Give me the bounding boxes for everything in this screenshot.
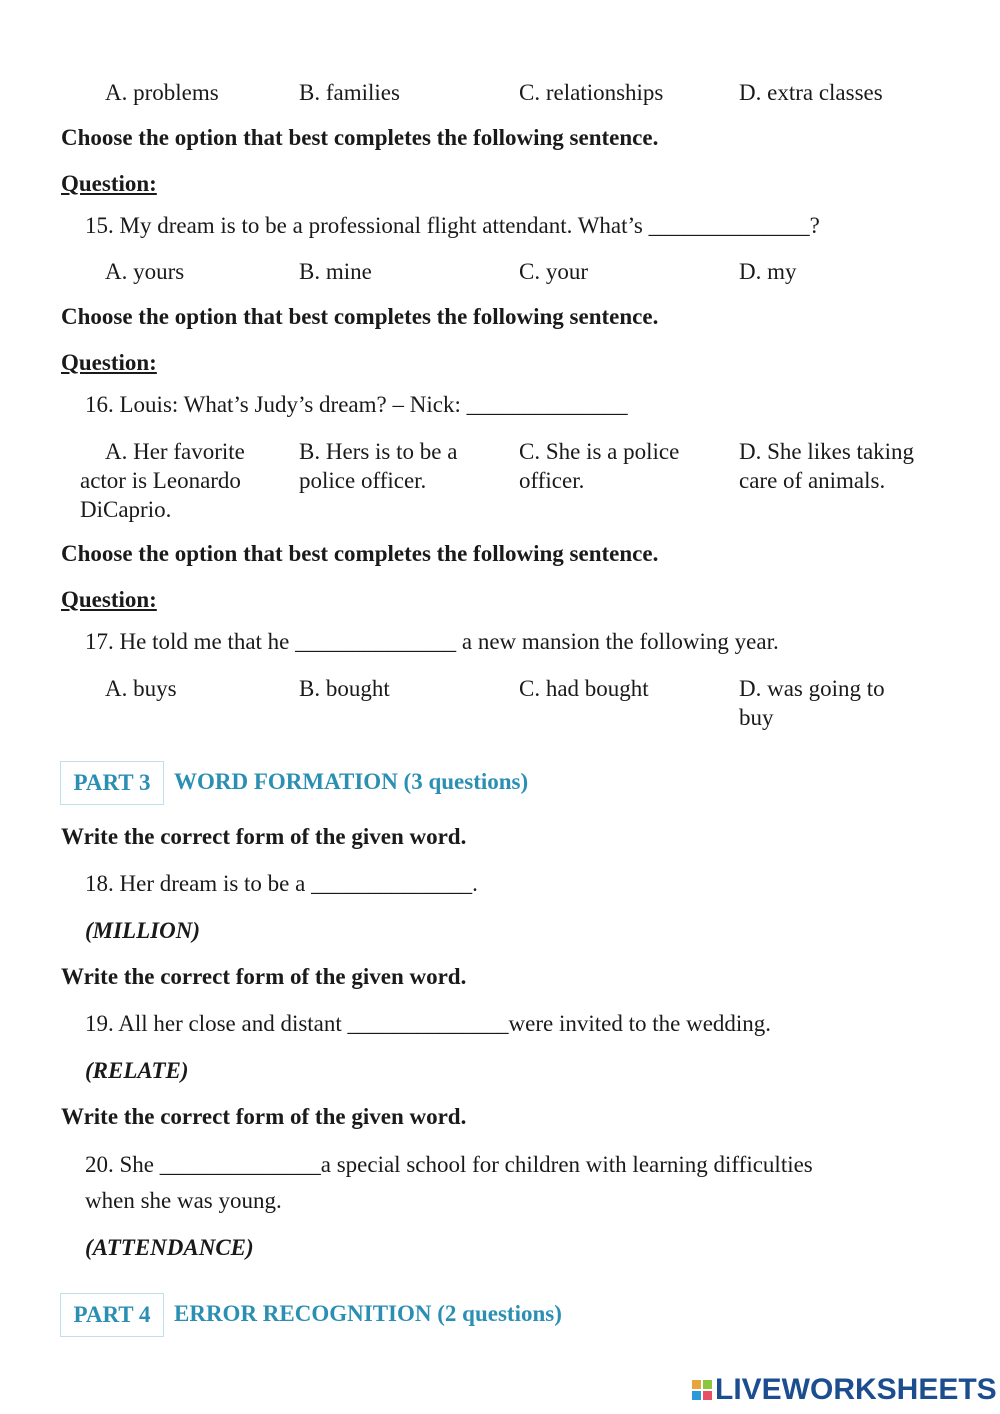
q17-option-b[interactable]: B. bought: [299, 676, 390, 701]
q18-instruction: Write the correct form of the given word.: [61, 824, 467, 849]
q17-question-text: 17. He told me that he ______________ a new mansion the following year.: [85, 629, 779, 654]
q20-question-text-line1: 20. She ______________a special school for children with learning difficulties: [85, 1152, 813, 1177]
q17-option-a[interactable]: A. buys: [105, 676, 177, 701]
q15-instruction: Choose the option that best completes the following sentence.: [61, 125, 659, 150]
liveworksheets-logo: [692, 1374, 997, 1406]
part4-title: ERROR RECOGNITION (2 questions): [174, 1301, 562, 1326]
part4-tag: PART 4: [60, 1293, 164, 1337]
q20-question-text-line2: when she was young.: [85, 1188, 282, 1213]
q16-option-b[interactable]: B. Hers is to be a police officer.: [299, 439, 458, 493]
q14-option-c[interactable]: C. relationships: [519, 80, 664, 105]
q17-instruction: Choose the option that best completes the following sentence.: [61, 541, 659, 566]
q14-option-a[interactable]: A. problems: [105, 80, 219, 105]
q15-label: Question:: [61, 171, 157, 196]
q19-hint: (RELATE): [85, 1058, 189, 1083]
q20-hint: (ATTENDANCE): [85, 1235, 254, 1260]
q19-question-text: 19. All her close and distant ______________were invited to the wedding.: [85, 1011, 772, 1036]
logo-text: LIVEWORKSHEETS: [715, 1373, 997, 1406]
q15-option-c[interactable]: C. your: [519, 259, 588, 284]
q14-option-d[interactable]: D. extra classes: [739, 80, 883, 105]
q15-option-a[interactable]: A. yours: [105, 259, 185, 284]
q15-question-text: 15. My dream is to be a professional flight attendant. What’s ______________?: [85, 213, 820, 238]
q16-option-a[interactable]: A. Her favorite actor is Leonardo DiCaprio.: [80, 439, 245, 522]
part3-title: WORD FORMATION (3 questions): [174, 769, 529, 794]
logo-square-3: [692, 1391, 701, 1400]
part3-tag: PART 3: [60, 761, 164, 805]
q15-option-b[interactable]: B. mine: [299, 259, 372, 284]
q14-option-b[interactable]: B. families: [299, 80, 400, 105]
q18-question-text: 18. Her dream is to be a ______________.: [85, 871, 478, 896]
q17-option-c[interactable]: C. had bought: [519, 676, 649, 701]
q16-option-d[interactable]: D. She likes taking care of animals.: [739, 439, 915, 493]
q16-question-text: 16. Louis: What’s Judy’s dream? – Nick: ______________: [85, 392, 628, 417]
q17-label: Question:: [61, 587, 157, 612]
q15-option-d[interactable]: D. my: [739, 259, 797, 284]
q20-instruction: Write the correct form of the given word.: [61, 1104, 467, 1129]
logo-square-2: [703, 1380, 712, 1389]
q16-option-c[interactable]: C. She is a police officer.: [519, 439, 680, 493]
q19-instruction: Write the correct form of the given word.: [61, 964, 467, 989]
logo-square-1: [692, 1380, 701, 1389]
q16-label: Question:: [61, 350, 157, 375]
logo-square-4: [703, 1391, 712, 1400]
q18-hint: (MILLION): [85, 918, 200, 943]
logo-grid-icon: [692, 1380, 712, 1400]
q16-instruction: Choose the option that best completes the following sentence.: [61, 304, 659, 329]
q17-option-d[interactable]: D. was going to buy: [739, 676, 885, 730]
